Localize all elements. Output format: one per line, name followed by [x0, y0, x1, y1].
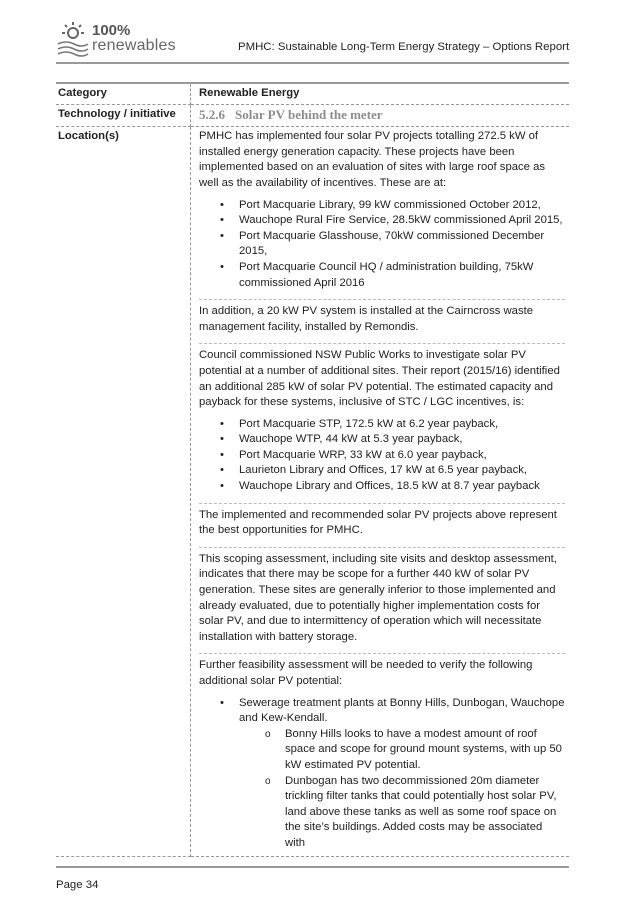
bullet-icon: •	[220, 198, 224, 211]
location-content	[191, 127, 570, 856]
list-item	[265, 774, 565, 852]
bullet-icon: •	[220, 464, 224, 477]
strategy-table	[56, 82, 569, 857]
list-item	[220, 260, 565, 291]
content-block	[199, 343, 565, 502]
content-block	[199, 653, 565, 853]
list-item	[220, 417, 565, 433]
list-item	[220, 198, 565, 214]
section-heading	[191, 104, 570, 127]
paragraph: The implemented and recommended solar PV projects above represent the best opportunities for PMHC.	[199, 508, 557, 537]
list-item	[220, 479, 565, 495]
header-rule	[56, 62, 569, 64]
bullet-list	[199, 417, 565, 495]
header-title: PMHC: Sustainable Long-Term Energy Strategy – Options Report	[238, 41, 570, 53]
logo-text-renewables: renewables	[92, 37, 176, 54]
technology-label: Technology / initiative	[56, 104, 191, 127]
sun-leaf-icon	[56, 20, 90, 60]
bullet-icon: •	[220, 433, 224, 446]
bullet-icon: •	[220, 229, 224, 242]
section-title: Solar PV behind the meter	[235, 106, 383, 122]
footer-rule	[56, 866, 569, 868]
table-row	[56, 127, 569, 856]
location-label: Location(s)	[56, 127, 191, 856]
list-item	[265, 727, 565, 774]
list-item-text: Port Macquarie WRP, 33 kW at 6.0 year payback,	[239, 448, 487, 461]
bullet-icon: •	[220, 448, 224, 461]
list-item	[220, 448, 565, 464]
page-number: Page 34	[56, 879, 99, 891]
content-block	[199, 299, 565, 343]
list-item-text: Laurieton Library and Offices, 17 kW at 6.5 year payback,	[239, 464, 528, 477]
paragraph: Further feasibility assessment will be needed to verify the following additional solar PV potential:	[199, 659, 533, 687]
list-item	[220, 463, 565, 479]
logo-text-percent: 100%	[92, 22, 131, 39]
paragraph: This scoping assessment, including site visits and desktop assessment, indicates that there may be scope for a further 440 kW of solar PV generation. These sites are generally inferior to those implemented and already evaluated, due to potentially higher implementation costs for solar PV, and due to intermittency of operation which will necessitate installation with battery storage.	[199, 552, 557, 643]
content-block	[199, 503, 565, 547]
paragraph: In addition, a 20 kW PV system is installed at the Cairncross waste management facility, installed by Remondis.	[199, 305, 534, 333]
category-label: Category	[56, 83, 191, 104]
bullet-list	[199, 198, 565, 292]
list-item-text: Sewerage treatment plants at Bonny Hills, Dunbogan, Wauchope and Kew-Kendall.	[239, 696, 565, 725]
sub-bullet-list	[239, 727, 565, 852]
bullet-icon: •	[220, 260, 224, 273]
logo	[56, 20, 196, 60]
category-value: Renewable Energy	[191, 83, 570, 104]
list-item	[220, 213, 565, 229]
list-item	[220, 432, 565, 448]
bullet-icon: •	[220, 417, 224, 430]
circle-bullet-icon: o	[265, 728, 271, 740]
table-row	[56, 83, 569, 104]
list-item-text: Port Macquarie Council HQ / administration building, 75kW commissioned April 2016	[239, 260, 534, 289]
list-item-text: Port Macquarie Glasshouse, 70kW commissioned December 2015,	[239, 229, 545, 258]
content-block	[199, 547, 565, 654]
list-item	[220, 229, 565, 260]
circle-bullet-icon: o	[265, 775, 271, 787]
section-number: 5.2.6	[199, 106, 225, 122]
list-item-text: Bonny Hills looks to have a modest amount of roof space and scope for ground mount systems, with up 50 kW estimated PV potential.	[285, 727, 562, 771]
paragraph: Council commissioned NSW Public Works to investigate solar PV potential at a number of additional sites. Their report (2015/16) identified an additional 285 kW of solar PV potential. The estimated capacity and payback for these systems, inclusive of STC / LGC incentives, is:	[199, 349, 560, 409]
bullet-icon: •	[220, 480, 224, 493]
list-item-text: Wauchope WTP, 44 kW at 5.3 year payback,	[239, 433, 463, 446]
bullet-list	[199, 696, 565, 852]
table-row	[56, 104, 569, 127]
list-item	[220, 696, 565, 852]
content-block	[199, 129, 565, 299]
list-item-text: Port Macquarie Library, 99 kW commissioned October 2012,	[239, 198, 541, 211]
list-item-text: Wauchope Library and Offices, 18.5 kW at 8.7 year payback	[239, 480, 540, 493]
bullet-icon: •	[220, 696, 224, 709]
paragraph: PMHC has implemented four solar PV projects totalling 272.5 kW of installed energy generation capacity. These projects have been implemented based on an evaluation of sites with large roof space as well as the availability of incentives. These are at:	[199, 130, 546, 189]
list-item-text: Dunbogan has two decommissioned 20m diameter trickling filter tanks that could potentially host solar PV, land above these tanks as well as some roof space on the site’s buildings. Added costs may be associated with	[285, 774, 557, 849]
list-item-text: Port Macquarie STP, 172.5 kW at 6.2 year payback,	[239, 417, 499, 430]
bullet-icon: •	[220, 214, 224, 227]
list-item-text: Wauchope Rural Fire Service, 28.5kW commissioned April 2015,	[239, 214, 563, 227]
